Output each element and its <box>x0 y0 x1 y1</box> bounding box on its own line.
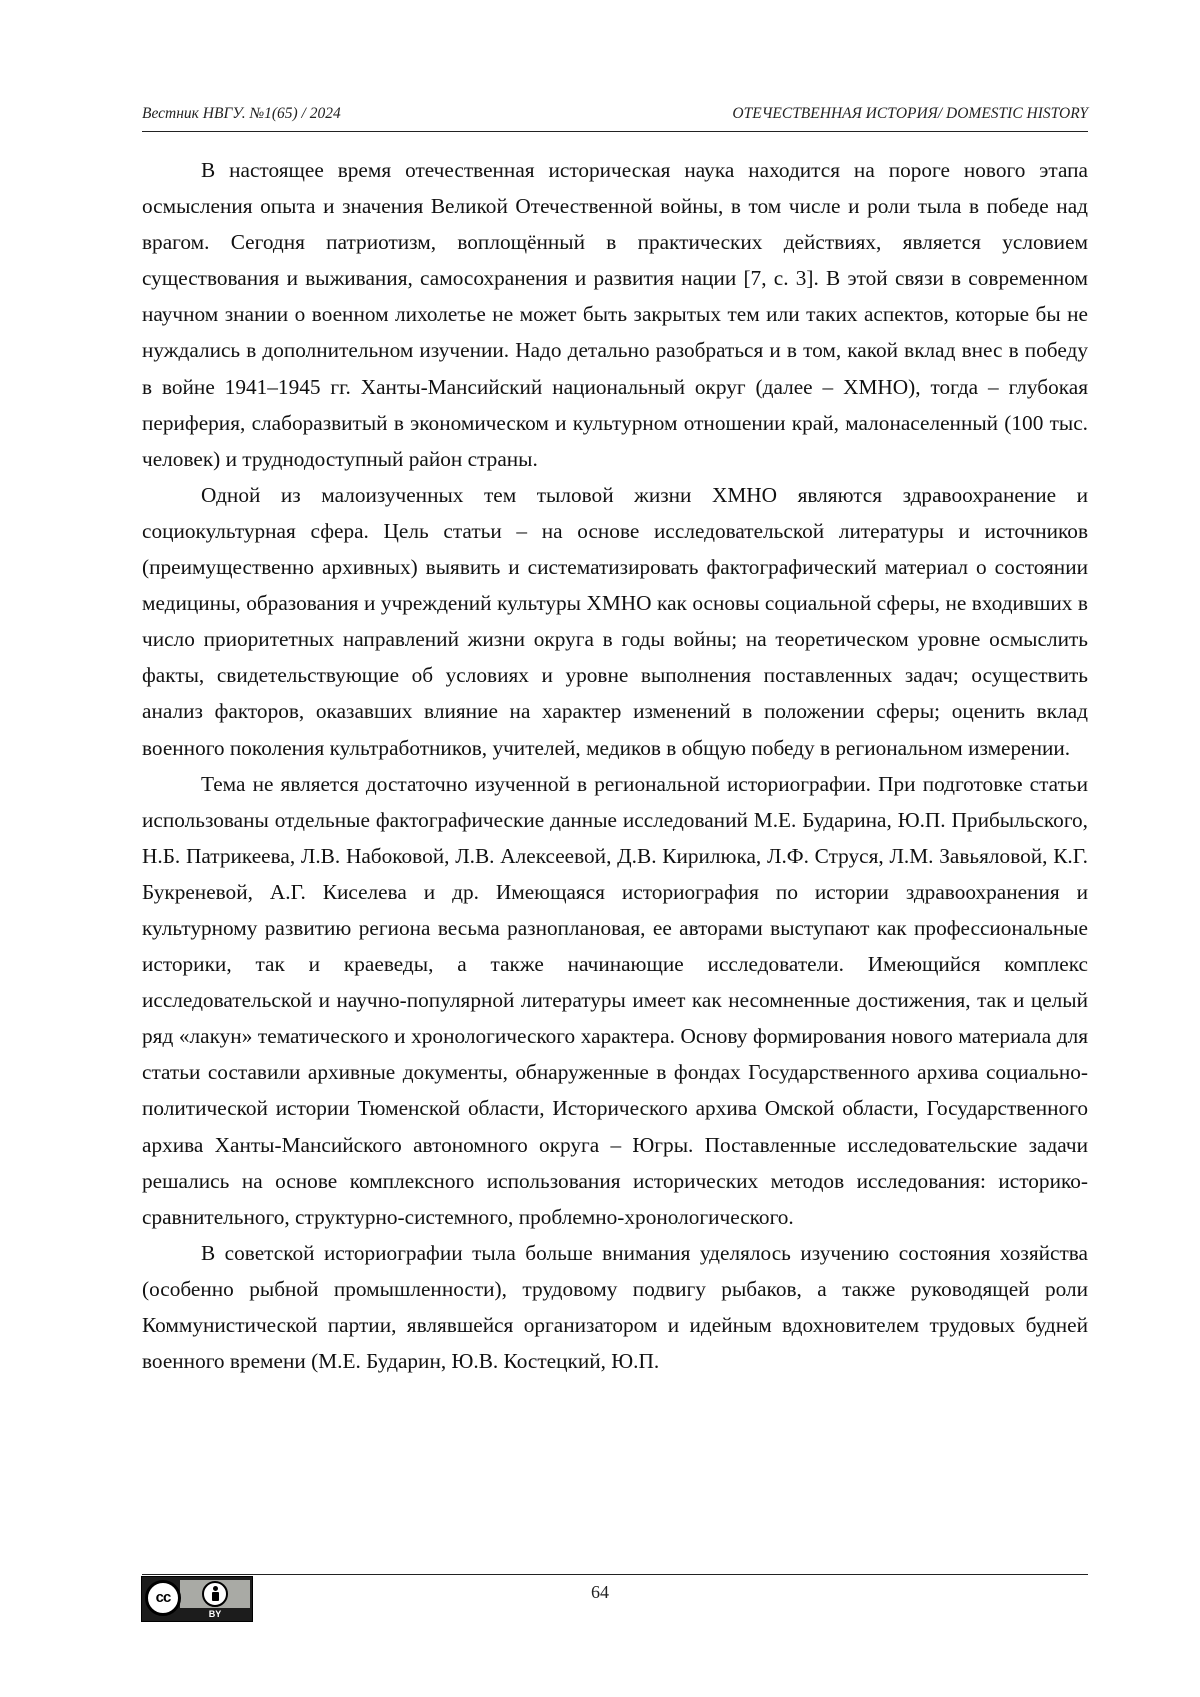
paragraph: Тема не является достаточно изученной в региональной историографии. При подготовке статьи использованы отдельные фактографические данные исследований М.Е. Бударина, Ю.П. Прибыльского, Н.Б. Патрикеева, Л.В. Набоковой, Л.В. Алексеевой, Д.В. Кирилюка, Л.Ф. Струся, Л.М. Завьяловой, К.Г. Букреневой, А.Г. Киселева и др. Имеющаяся историография по истории здравоохранения и культурному развитию региона весьма разноплановая, ее авторами выступают как профессиональные историки, так и краеведы, а также начинающие исследователи. Имеющийся комплекс исследовательской и научно-популярной литературы имеет как несомненные достижения, так и целый ряд «лакун» тематического и хронологического характера. Основу формирования нового материала для статьи составили архивные документы, обнаруженные в фондах Государственного архива социально-политической истории Тюменской области, Исторического архива Омской области, Государственного архива Ханты-Мансийского автономного округа – Югры. Поставленные исследовательские задачи решались на основе комплексного использования исторических методов исследования: историко-сравнительного, структурно-системного, проблемно-хронологического. <box>142 771 1088 1229</box>
license-label: BY <box>208 1609 222 1619</box>
paragraph: В советской историографии тыла больше внимания уделялось изучению состояния хозяйства (особенно рыбной промышленности), трудовому подвигу рыбаков, а также руководящей роли Коммунистической партии, являвшейся организатором и идейным вдохновителем трудовых будней военного времени (М.Е. Бударин, Ю.В. Костецкий, Ю.П. <box>142 1240 1088 1374</box>
article-body <box>142 152 1088 1379</box>
section-title: ОТЕЧЕСТВЕННАЯ ИСТОРИЯ/ DOMESTIC HISTORY <box>732 105 1088 122</box>
journal-title: Вестник НВГУ. №1(65) / 2024 <box>142 105 341 122</box>
footer-rule <box>142 1574 1088 1575</box>
paragraph: Одной из малоизученных тем тыловой жизни ХМНО являются здравоохранение и социокультурная сфера. Цель статьи – на основе исследовательской литературы и источников (преимущественно архивных) выявить и систематизировать фактографический материал о состоянии медицины, образования и учреждений культуры ХМНО как основы социальной сферы, не входивших в число приоритетных направлений жизни округа в годы войны; на теоретическом уровне осмыслить факты, свидетельствующие об условиях и уровне выполнения поставленных задач; осуществить анализ факторов, оказавших влияние на характер изменений в положении сферы; оценить вклад военного поколения культработников, учителей, медиков в общую победу в региональном измерении. <box>142 482 1088 760</box>
running-header <box>142 105 1088 132</box>
paragraph: В настоящее время отечественная историческая наука находится на пороге нового этапа осмысления опыта и значения Великой Отечественной войны, в том числе и роли тыла в победе над врагом. Сегодня патриотизм, воплощённый в практических действиях, является условием существования и выживания, самосохранения и развития нации [7, с. 3]. В этой связи в современном научном знании о военном лихолетье не может быть закрытых тем или таких аспектов, которые бы не нуждались в дополнительном изучении. Надо детально разобраться и в том, какой вклад внес в победу в войне 1941–1945 гг. Ханты-Мансийский национальный округ (далее – ХМНО), тогда – глубокая периферия, слаборазвитый в экономическом и культурном отношении край, малонаселенный (100 тыс. человек) и труднодоступный район страны. <box>142 158 1088 471</box>
page-number: 64 <box>591 1582 609 1602</box>
cc-icon: cc <box>145 1580 181 1616</box>
